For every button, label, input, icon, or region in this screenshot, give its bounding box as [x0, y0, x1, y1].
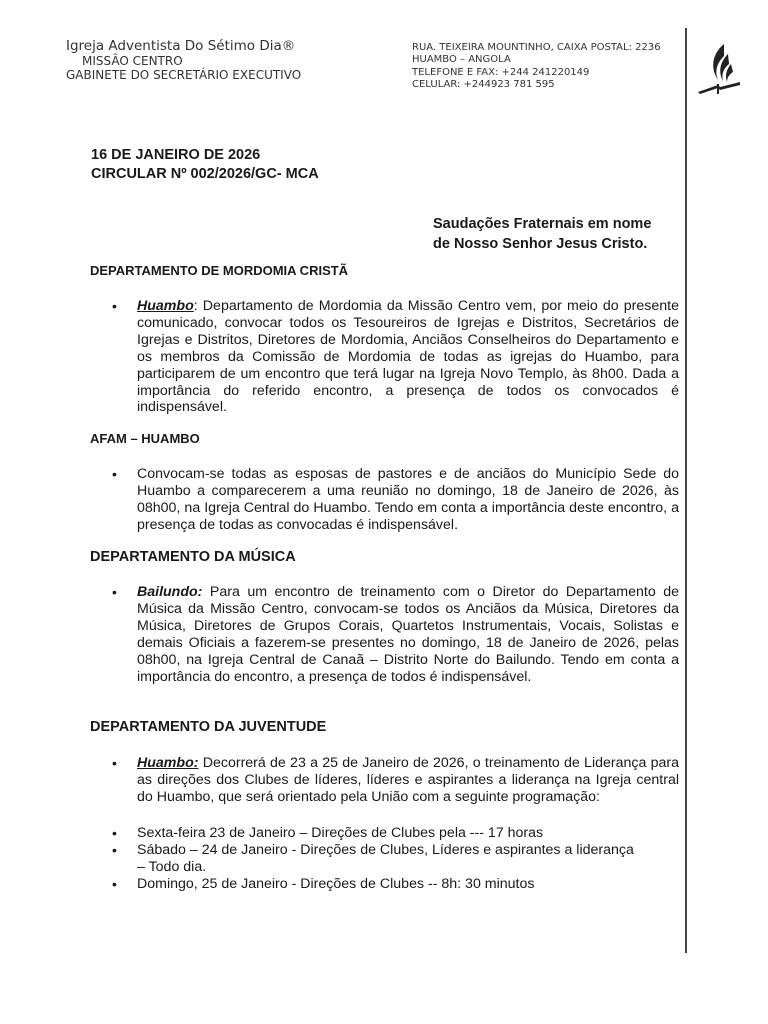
- program-item-sunday: Domingo, 25 de Janeiro - Direções de Clubes -- 8h: 30 minutos: [137, 876, 535, 892]
- paragraph-mordomia-text: : Departamento de Mordomia da Missão Centro vem, por meio do presente comunicado, convocar todos os Tesoureiros de Igrejas e Distritos, Secretários de Igrejas e Distritos, Diretores de Mordomia, Anciãos Conselheiros do Departamento e os membros da Comissão de Mordomia de todas as igrejas do Huambo, para participarem de um encontro que terá lugar na Igreja Novo Templo, às 8h00. Dada a importância do referido encontro, a presença de todos os convocados é indispensável.: [137, 298, 679, 416]
- program-item-saturday: Sábado – 24 de Janeiro - Direções de Clubes, Líderes e aspirantes a liderança: [137, 842, 634, 858]
- section-heading-musica: DEPARTAMENTO DA MÚSICA: [90, 549, 296, 565]
- letterhead-contact: [412, 42, 661, 92]
- bullet-afam: •: [112, 466, 117, 482]
- mobile-line: CELULAR: +244923 781 595: [412, 79, 555, 91]
- document-header: [91, 146, 319, 184]
- greeting-line-1: Saudações Fraternais em nome: [433, 216, 652, 232]
- section-heading-mordomia: DEPARTAMENTO DE MORDOMIA CRISTÃ: [90, 263, 349, 278]
- margin-rule: [685, 28, 687, 953]
- program-item-saturday-cont: – Todo dia.: [137, 859, 207, 875]
- paragraph-juventude: [137, 755, 679, 806]
- phone-line: TELEFONE E FAX: +244 241220149: [412, 66, 590, 78]
- paragraph-mordomia: [137, 298, 679, 416]
- bullet-juventude: •: [112, 755, 117, 771]
- bullet-musica: •: [112, 584, 117, 600]
- section-heading-afam: AFAM – HUAMBO: [90, 431, 200, 446]
- city-line: HUAMBO – ANGOLA: [412, 54, 511, 66]
- greeting-line-2: de Nosso Senhor Jesus Cristo.: [433, 236, 648, 252]
- circular-number: CIRCULAR Nº 002/2026/GC- MCA: [91, 166, 319, 182]
- document-date: 16 DE JANEIRO DE 2026: [91, 147, 261, 163]
- bullet-program-1: •: [112, 825, 117, 841]
- address-line: RUA. TEIXEIRA MOUNTINHO, CAIXA POSTAL: 2236: [412, 42, 661, 53]
- paragraph-musica-text: Para um encontro de treinamento com o Diretor do Departamento de Música da Missão Centro, convocam-se todos os Anciãos da Música, Diretores da Música, Diretores de Grupos Corais, Quartetos Instrumentais, Vocais, Solistas e demais Oficiais a fazerem-se presentes no domingo, 18 de Janeiro de 2026, pelas 08h00, na Igreja Central de Canaã – Distrito Norte do Bailundo. Tendo em conta a importância do encontro, a presença de todos é indispensável.: [137, 584, 679, 685]
- place-huambo-juventude: Huambo:: [137, 755, 199, 771]
- office-name: GABINETE DO SECRETÁRIO EXECUTIVO: [66, 68, 302, 82]
- bullet-program-2: •: [112, 842, 117, 858]
- letterhead-org: [66, 38, 301, 82]
- mission-name: MISSÃO CENTRO: [82, 54, 183, 68]
- adventist-flame-bible-logo-icon: [694, 40, 744, 98]
- place-bailundo: Bailundo:: [137, 584, 203, 600]
- section-heading-juventude: DEPARTAMENTO DA JUVENTUDE: [90, 719, 327, 735]
- bullet-mordomia: •: [112, 298, 117, 314]
- greeting: [433, 214, 651, 254]
- program-item-friday: Sexta-feira 23 de Janeiro – Direções de Clubes pela --- 17 horas: [137, 825, 544, 841]
- place-huambo: Huambo: [137, 298, 194, 314]
- paragraph-juventude-text: Decorrerá de 23 a 25 de Janeiro de 2026, o treinamento de Liderança para as direções dos Clubes de líderes, líderes e aspirantes a liderança na Igreja central do Huambo, que será orientado pela União com a seguinte programação:: [137, 755, 679, 805]
- paragraph-afam: Convocam-se todas as esposas de pastores e de anciãos do Município Sede do Huambo a comparecerem a uma reunião no domingo, 18 de Janeiro de 2026, às 08h00, na Igreja Central do Huambo. Tendo em conta a importância deste encontro, a presença de todas as convocadas é indispensável.: [137, 466, 679, 533]
- paragraph-musica: [137, 584, 679, 685]
- bullet-program-3: •: [112, 876, 117, 892]
- org-name: Igreja Adventista Do Sétimo Dia®: [66, 38, 296, 54]
